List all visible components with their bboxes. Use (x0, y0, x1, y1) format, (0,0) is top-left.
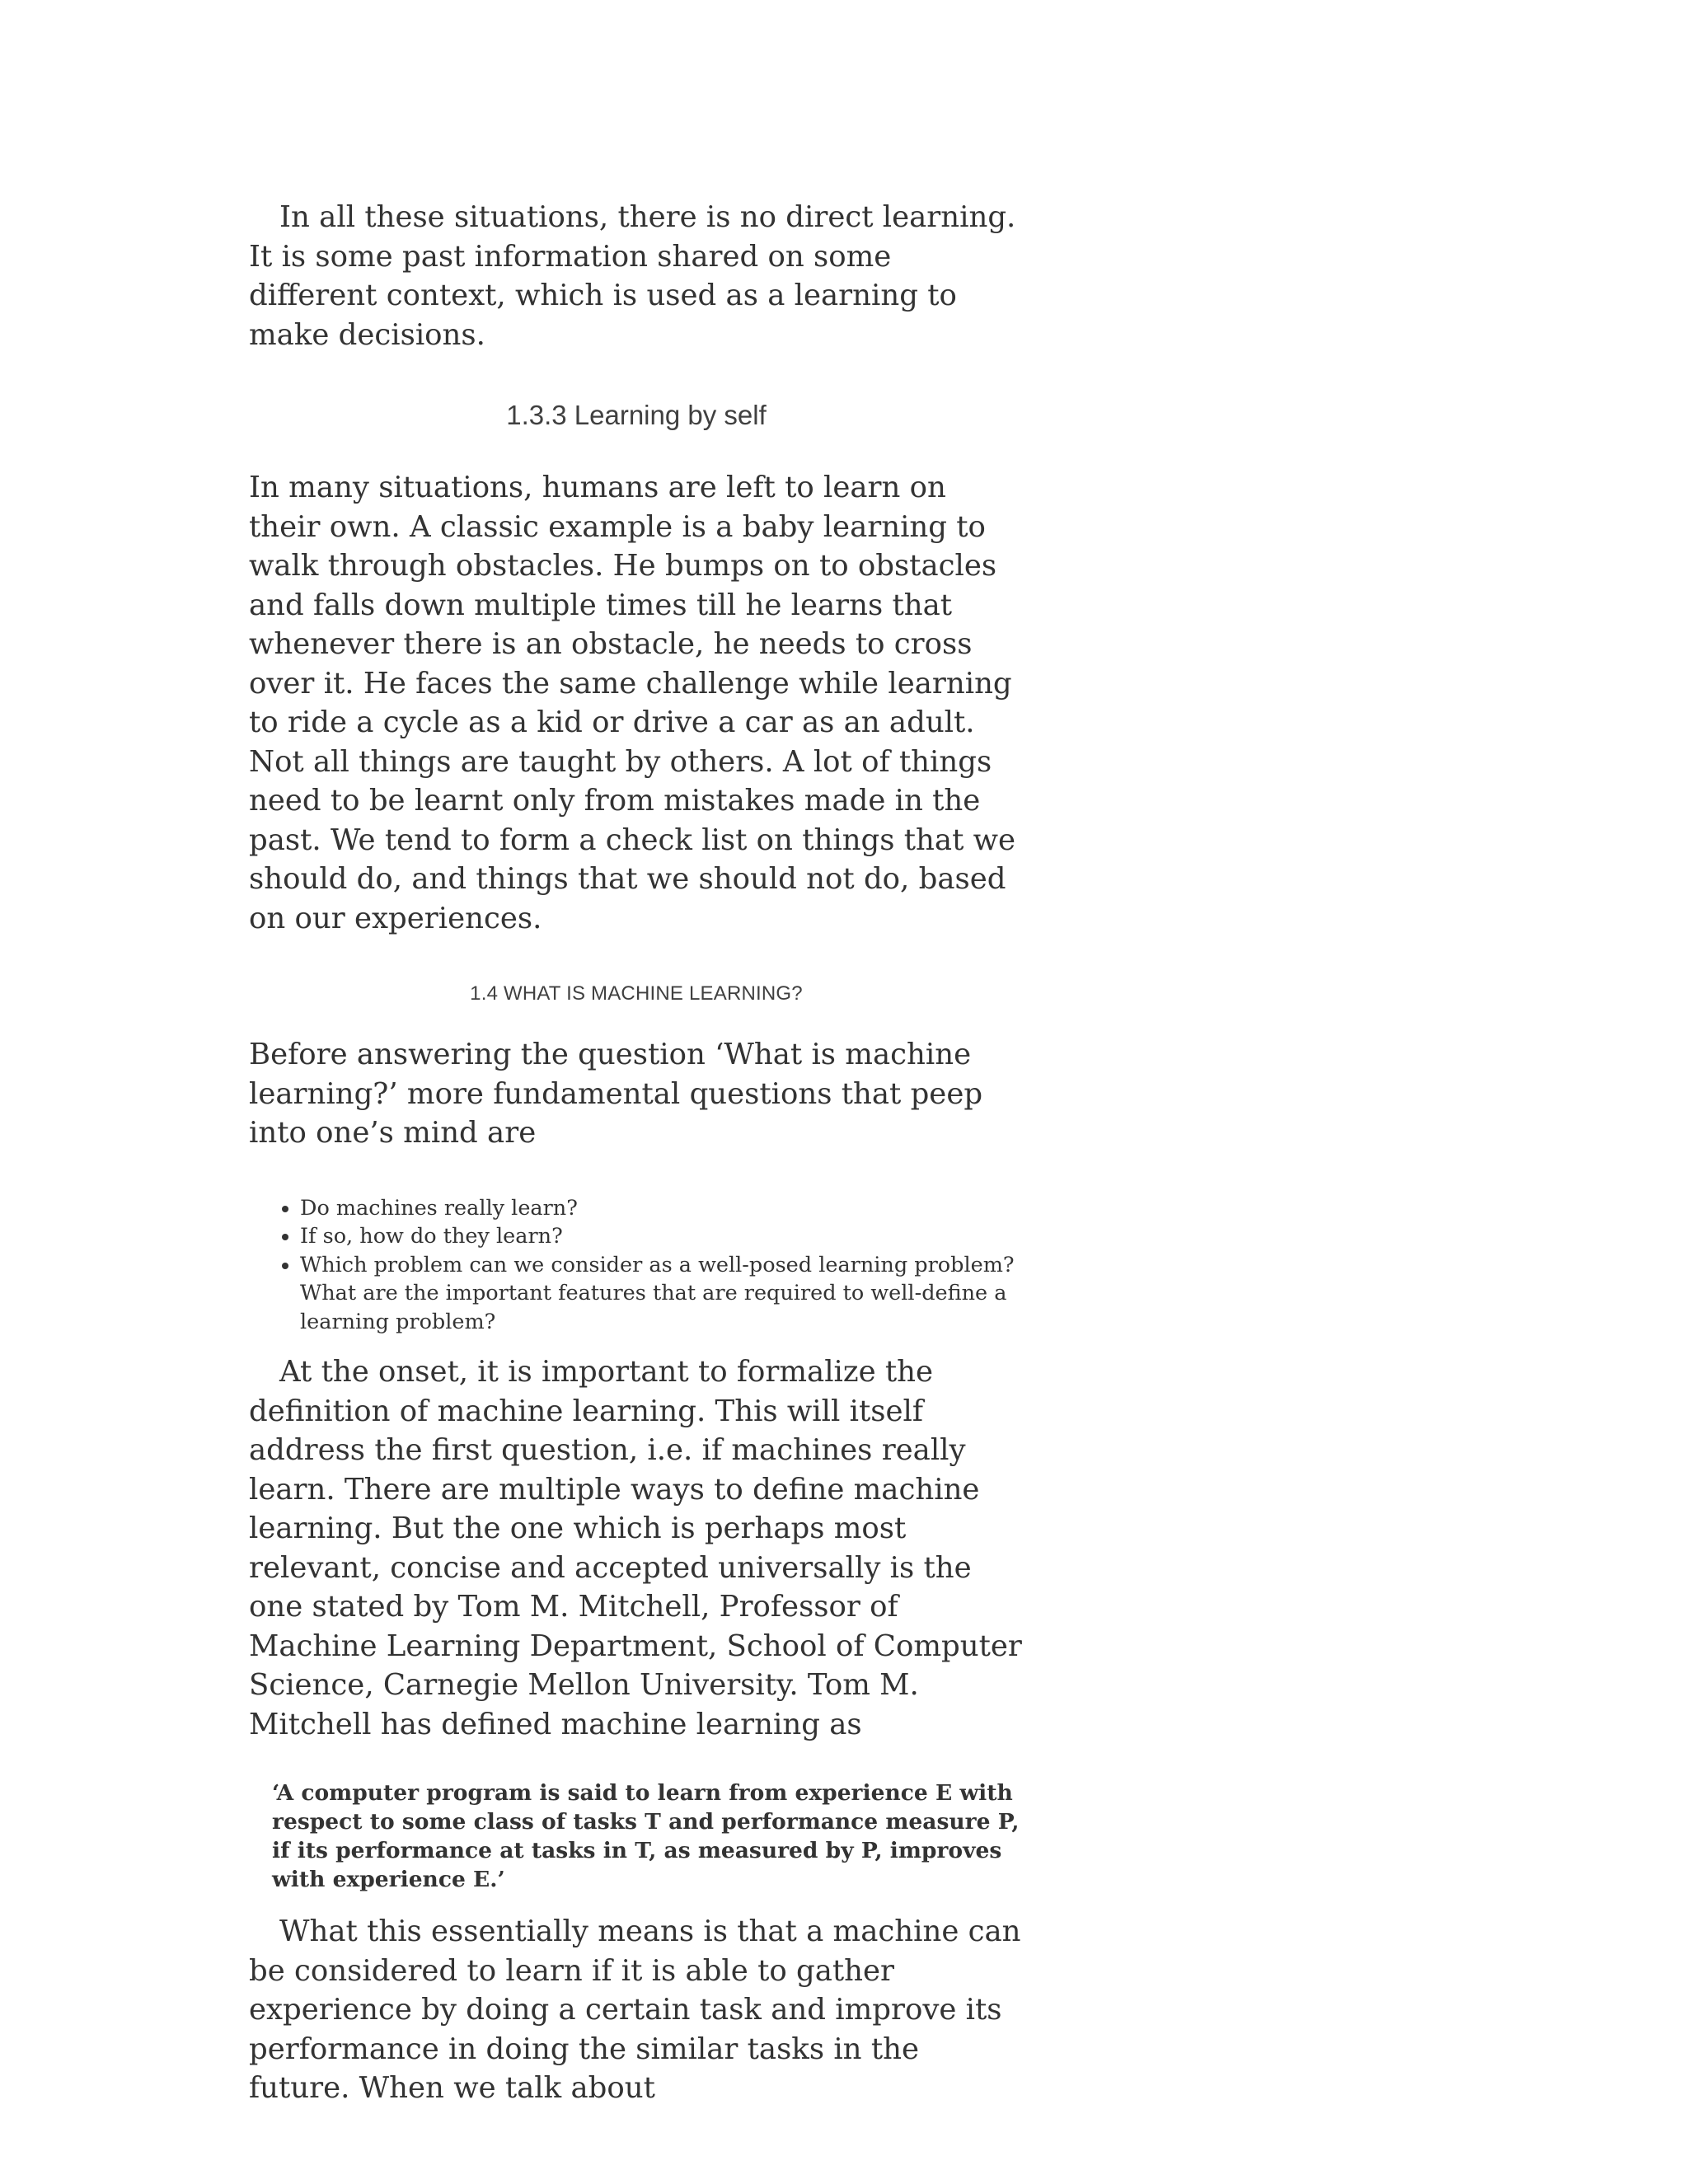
list-item: • If so, how do they learn? (300, 1222, 1024, 1251)
paragraph-learning-by-self: In many situations, humans are left to learn on their own. A classic example is a baby learning to walk through obstacles. He bumps on to obstacles and falls down multiple times till he learns that whenever there is an obstacle, he needs to cross over it. He faces the same challenge while learning to ride a cycle as a kid or drive a car as an adult. Not all things are taught by others. A lot of things need to be learnt only from mistakes made in the past. We tend to form a check list on things that we should do, and things that we should not do, based on our experiences. (249, 471, 1016, 935)
paragraph-definition-meaning: What this essentially means is that a machine can be considered to learn if it is able to gather experience by doing a certain task and improve its performance in doing the similar tasks in the future. When we talk about (249, 1915, 1021, 2105)
list-item: • Which problem can we consider as a well-posed learning problem? What are the important features that are required to well-define a learning problem? (300, 1251, 1024, 1337)
list-item: • Do machines really learn? (300, 1194, 1024, 1223)
question-list (249, 1194, 1024, 1337)
mitchell-definition-quote: ‘A computer program is said to learn from experience E with respect to some class of tasks T and performance measure P, if its performance at tasks in T, as measured by P, improves with experience E.’ (272, 1780, 1020, 1892)
section-heading-what-is-ml: 1.4 WHAT IS MACHINE LEARNING? (470, 982, 803, 1005)
paragraph-fundamental-questions: Before answering the question ‘What is machine learning?’ more fundamental questions that peep into one’s mind are (249, 1038, 983, 1150)
section-heading-learning-by-self: 1.3.3 Learning by self (506, 400, 767, 430)
paragraph-direct-learning: In all these situations, there is no direct learning. It is some past information shared on some different context, which is used as a learning to make decisions. (249, 200, 1016, 352)
document-page (249, 198, 1024, 2108)
paragraph-definition-intro: At the onset, it is important to formalize the definition of machine learning. This will itself address the first question, i.e. if machines really learn. There are multiple ways to define machine learning. But the one which is perhaps most relevant, concise and accepted universally is the one stated by Tom M. Mitchell, Professor of Machine Learning Department, School of Computer Science, Carnegie Mellon University. Tom M. Mitchell has defined machine learning as (249, 1355, 1022, 1741)
